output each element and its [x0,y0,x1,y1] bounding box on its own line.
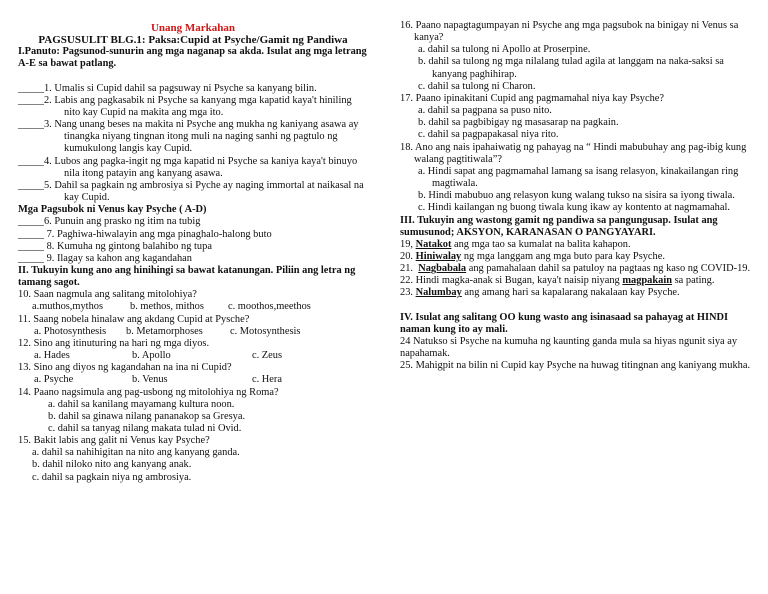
item-number: 22. [400,275,413,287]
option: c. dahil sa pagkain niya ng ambrosiya. [32,471,192,483]
item-number: 21. [400,263,413,275]
option: c. moothos,meethos [228,301,311,313]
option: c. Hera [252,374,282,386]
true-false-item: 24 Natukso si Psyche na kumuha ng kaunting ganda mula sa hiyas ngunit siya ay napahamak. [400,335,738,360]
verb-item [400,251,756,263]
option: c. dahil sa tulong ni Charon. [418,80,536,92]
test-subtitle: PAGSUSULIT BLG.1: Paksa:Cupid at Psyche/Gamit ng Pandiwa [38,34,348,47]
sequence-item: _____2. Labis ang pagkasabik ni Psyche sa kanyang mga kapatid kaya't hiniling nito kay Cupid na makita ang mga ito. [18,94,352,118]
verb-item [400,263,756,275]
option: b. Metamorphoses [126,325,203,337]
option: a. Photosynthesis [34,325,107,337]
item-number: 20. [400,250,413,262]
option: a.muthos,mythos [32,301,104,313]
option: b. dahil sa pagbibigay ng masasarap na pagkain. [418,117,619,129]
question-13: 13. Sino ang diyos ng kagandahan na ina ni Cupid? [18,362,232,374]
underlined-verb: Nalumbay [415,287,462,299]
option: a. Psyche [34,374,74,386]
verb-item [400,287,756,299]
option: b. dahil sa ginawa nilang pananakop sa Gresya. [48,410,246,422]
item-text: ng mga langgam ang mga buto para kay Psyche. [461,250,665,262]
option: b. dahil sa tulong ng mga nilalang tulad agila at langgam na naka-saksi sa kanyang paghihirap. [418,56,724,80]
option: a. dahil sa kanilang mayamang kultura noon. [48,398,235,410]
option: b. Venus [132,374,168,386]
item-text: ang amang hari sa kapalarang nakalaan kay Psyche. [461,287,680,299]
venus-item: _____ 9. Ilagay sa kahon ang kagandahan [18,252,192,264]
option: b. dahil niloko nito ang kanyang anak. [32,459,192,471]
question-15: 15. Bakit labis ang galit ni Venus kay Psyche? [18,435,210,447]
venus-heading: Mga Pagsubok ni Venus kay Psyche ( A-D) [18,204,207,216]
item-number: 19, [400,238,413,250]
part2-directions: II. Tukuyin kung ano ang hinihingi sa bawat katanungan. Piliin ang letra ng tamang sagot. [18,264,356,289]
option: a. dahil sa tulong ni Apollo at Proserpine. [418,44,591,56]
underlined-verb: Nagbabala [418,263,467,275]
question-12: 12. Sino ang itinuturing na hari ng mga diyos. [18,337,210,349]
option: b. methos, mithos [130,301,204,313]
sequence-item: _____1. Umalis si Cupid dahil sa pagsuway ni Psyche sa kanyang bilin. [18,82,317,94]
left-column [18,0,368,484]
option: b. Apollo [132,350,171,362]
item-text: sa pating. [672,275,715,287]
quarter-title: Unang Markahan [150,22,236,34]
sequence-item: _____3. Nang unang beses na makita ni Psyche ang mukha ng kaniyang asawa ay tinangka niyang tingnan itong muli na naging sanhi ng pagtulo ng kumukulong langis kay Cupid. [18,119,359,155]
underlined-verb: Hiniwalay [415,250,462,262]
option: b. Hindi mabubuo ang relasyon kung walang tukso na sisira sa iyong tiwala. [418,190,735,202]
part3-directions: III. Tukuyin ang wastong gamit ng pandiwa sa pangungusap. Isulat ang sumusunod; AKSYON, KARANASAN O PANGYAYARI. [400,214,718,238]
item-text: ang mga tao sa kumalat na balita kahapon. [451,238,631,250]
option: c. dahil sa tanyag nilang makata tulad ni Ovid. [48,423,242,434]
true-false-item: 25. Mahigpit na bilin ni Cupid kay Psyche na huwag titingnan ang kaniyang mukha. [400,360,751,372]
verb-item [400,239,756,251]
underlined-verb: magpakain [622,275,673,287]
option: a. Hindi sapat ang pagmamahal lamang sa isang relasyon, kinakailangan ring magtiwala. [418,165,739,190]
question-18: 18. Ano ang nais ipahaiwatig ng pahayag na “ Hindi mabubuhay ang pag-ibig kung walang pagtitiwala”? [400,141,747,165]
sequence-item: _____4. Lubos ang pagka-ingit ng mga kapatid ni Psyche sa kaniya kaya't binuyo nila itong patayin ang kanyang asawa. [18,155,358,179]
venus-item: _____ 7. Paghiwa-hiwalayin ang mga pinaghalo-halong buto [18,228,272,240]
question-11: 11. Saang nobela hinalaw ang akdang Cupid at Pysche? [18,313,250,325]
venus-item: _____6. Punuin ang prasko ng itim na tubig [18,216,201,228]
part1-directions: I.Panuto: Pagsunod-sunurin ang mga naganap sa akda. Isulat ang mga letrang A-E sa bawat patlang. [18,46,367,70]
option: c. dahil sa pagpapakasal niya rito. [418,129,559,141]
right-column [400,0,756,372]
item-number: 23. [400,287,413,299]
underlined-verb: Natakot [415,238,452,250]
question-16: 16. Paano napagtagumpayan ni Psyche ang mga pagsubok na binigay ni Venus sa kanya? [400,20,739,44]
question-17: 17. Paano ipinakitani Cupid ang pagmamahal niya kay Psyche? [400,92,665,104]
sequence-item: _____5. Dahil sa pagkain ng ambrosiya si Pyche ay naging immortal at naikasal na kay Cupid. [18,179,364,204]
venus-item: _____ 8. Kumuha ng gintong balahibo ng tupa [18,240,212,252]
item-text: Hindi magka-anak si Bugan, kaya't naisip niyang [413,275,623,287]
option: a. dahil sa pagpana sa puso nito. [418,105,552,117]
option: a. Hades [34,350,70,362]
part4-directions: IV. Isulat ang salitang OO kung wasto ang isinasaad sa pahayag at HINDI naman kung ito ay mali. [400,311,729,335]
option: c. Motosynthesis [230,325,301,337]
verb-item [400,275,756,287]
option: a. dahil sa nahihigitan na nito ang kanyang ganda. [32,447,240,459]
question-10: 10. Saan nagmula ang salitang mitolohiya? [18,289,197,301]
option: c. Hindi kailangan ng buong tiwala kung ikaw ay kontento at nagmamahal. [418,202,730,214]
option: c. Zeus [252,350,283,362]
item-text: ang pamahalaan dahil sa patuloy na pagtaas ng kaso ng COVID-19. [466,263,751,275]
question-14: 14. Paano nagsimula ang pag-usbong ng mitolohiya ng Roma? [18,386,279,398]
